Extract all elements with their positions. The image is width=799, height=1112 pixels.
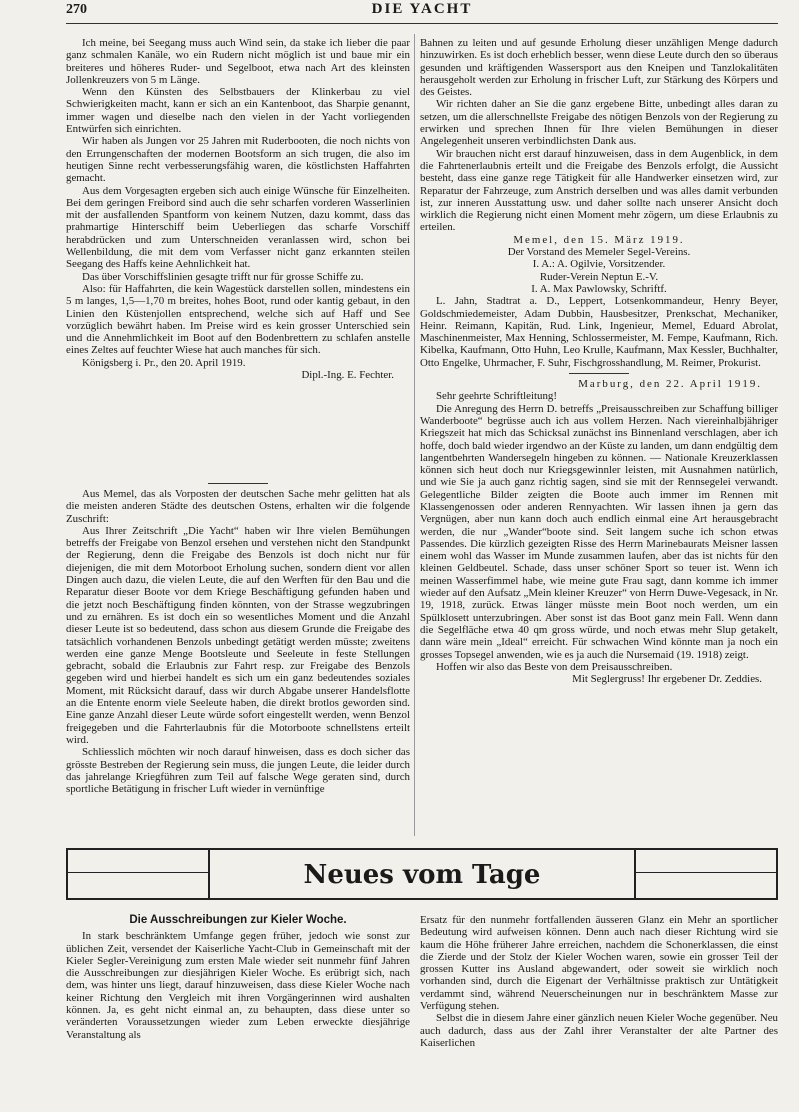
right-column xyxy=(420,37,778,837)
separator-rule xyxy=(208,483,268,484)
paragraph: Wir brauchen nicht erst darauf hinzuweisen, dass in dem Augenblick, in dem die Fahrtenerlaubnis erteilt und die Freigabe des Benzols erfolgt, die Aussicht besteht, dass eine ganze rege Tätigkeit für alle Handwerker einsetzen wird, zur Reparatur der Fahrzeuge, zum Anstrich derselben und was alles damit verbunden ist, zur inneren Ausstattung usw. und daher sollte nach unserer Ansicht doch wirklich die Regierung nicht einen Moment mehr zögern, um diese Erlaubnis zu erteilen. xyxy=(420,147,778,234)
salutation: Sehr geehrte Schriftleitung! xyxy=(436,390,557,403)
paragraph: Die Anregung des Herrn D. betreffs „Preisausschreiben zur Schaffung billiger Wanderboote“ begrüsse auch ich aus vollem Herzen. Nach viereinhalbjähriger Kriegszeit hat mich das Schicksal zunächst ins Binnenland verschlagen, aber ich hoffe, doch bald wieder irgendwo an der Küste zu landen, um dann endgültig dem langentbehrten Wandersegeln hingeben zu können. — Nationale Kreuzerklassen können sich heut doch nur Kriegsgewinnler leisten, mit Ausnahmen natürlich, und wie Sie ja auch ganz richtig sagen, sind sie mit der Rennsegelei verwandt. Gelegentliche Bilder zeigten die Boote auch immer im Rennen mit Klassengenossen oder anderen Rennyachten. Wir lassen ihnen ja gern das Vergnügen, aber nun kann doch auch endlich einmal eine Art herausgebracht werden, die nur „Wander“boote sind. Seit langem suche ich schon etwas Passendes. Die kürzlich gezeigten Risse des Herrn Marinebaurats Meisner lassen einem wohl das Wasser im Munde zusammen laufen, aber das ist nichts für den kleinen Geldbeutel. Schade, dass unser schöner Sport so teuer ist. Wenn ich meinen Wasserfimmel habe, wie meine gute Frau sagt, dann komme ich immer wieder auf den Aufsatz „Mein kleiner Kreuzer“ von Herrn Duwe-Vegesack, in Nr. 19, 1918, zurück. Etwas länger müsste mein Boot noch werden, um ein Spülklosett unterzubringen. Aber sonst ist das Boot ganz mein Fall. Wenn dann die Segelfläche etwa 40 qm gross würde, und noch etwas mehr Slup getakelt, dann wäre mein „Ideal“ erreicht. Für schwachen Wind könnte man ja noch ein grosses Topsegel anwenden, wie es ja auch die Nursemaid (19. 1918) zeigt. xyxy=(420,402,778,661)
section-title: Neues vom Tage xyxy=(210,860,634,890)
closing: Mit Seglergruss! Ihr ergebener Dr. Zeddies. xyxy=(572,673,762,686)
column-divider xyxy=(414,34,415,836)
page-number: 270 xyxy=(66,2,87,17)
paragraph: Schliesslich möchten wir noch darauf hinweisen, dass es doch sicher das grösste Bestreben der Regierung sein muss, die jungen Leute, die leider durch das jahrelange Kriegführen zum Teil auf falsche Wege geraten sind, durch sportliche Betätigung in frischer Luft wieder in vernünftige xyxy=(66,746,410,796)
organisation-signature: I. A. Max Pawlowsky, Schriftf. xyxy=(531,282,667,295)
kieler-woche-right xyxy=(420,914,778,1064)
paragraph: Hoffen wir also das Beste von dem Preisausschreiben. xyxy=(436,660,673,673)
organisation: Ruder-Verein Neptun E.-V. xyxy=(539,270,659,283)
place-date: Königsberg i. Pr., den 20. April 1919. xyxy=(82,356,246,369)
paragraph: Ersatz für den nunmehr fortfallenden äusseren Glanz ein Mehr an sportlicher Bedeutung wird aufweisen können. Denn auch nach dieser Richtung wird sie kaum die Höhe früherer Jahre erreichen, nachdem die Schonerklassen, die einst die Zierde und der Stolz der Kieler Wochen waren, sowie ein grosser Teil der grossen Kutter ins Ausland abgewandert, oder soweit sie wirklich noch vorhanden sind, durch die Eigenart der Verhältnisse praktisch zur Untätigkeit verdammt sind, während Neuerscheinungen nur in beschränktem Masse zur Verfügung stehen. xyxy=(420,914,778,1013)
section-banner xyxy=(66,848,778,900)
paragraph: Aus dem Vorgesagten ergeben sich auch einige Wünsche für Einzelheiten. Bei dem geringen Freibord sind auch die sehr scharfen vorderen Wasserlinien mit der ausfallenden Spantform von keinem Nutzen, dazu kommt, dass das prahmartige Hinterschiff beim Ueberliegen das scharfe Vorschiff herabdrücken und zum Unterschneiden veranlassen wird, schon bei Wellenbildung, die mit dem vom Verfasser nicht ganz erkannten steilen Seegang des Haffs keine Aehnlichkeit hat. xyxy=(66,184,410,271)
organisation-signature: I. A.: A. Ogilvie, Vorsitzender. xyxy=(532,258,666,271)
signature: Dipl.-Ing. E. Fechter. xyxy=(301,369,394,382)
paragraph: Bahnen zu leiten und auf gesunde Erholung dieser unzähligen Menge dadurch hinzuwirken. Es ist doch erheblich besser, wenn diese Leute durch den so überaus gesunden und kräftigenden Wassersport aus den Kneipen und Tanzlokalitäten herausgeholt werden zur Erholung in frischer Luft, zur Stärkung des Körpers und des Geistes. xyxy=(420,37,778,99)
left-column-fechter-letter xyxy=(66,37,410,487)
paragraph: Das über Vorschiffslinien gesagte trifft nur für grosse Schiffe zu. xyxy=(82,270,364,283)
article-heading: Die Ausschreibungen zur Kieler Woche. xyxy=(129,914,347,926)
paragraph: Wir haben als Jungen vor 25 Jahren mit Ruderbooten, die noch nichts von den Errungenschaften der modernen Bootsform an sich trugen, die also im heutigen Sinne recht verbesserungsfähig waren, die köstlichsten Haffahrten gemacht. xyxy=(66,135,410,185)
header-rule xyxy=(66,23,778,24)
paragraph: Selbst die in diesem Jahre einer gänzlich neuen Kieler Woche gegenüber. Neu auch dadurch, dass aus der Zahl ihrer Veranstalter der alte Partner des Kaiserlichen xyxy=(420,1012,778,1049)
paragraph: Wenn den Künsten des Selbstbauers der Klinkerbau zu viel Schwierigkeiten macht, kann er sich an ein Kantenboot, das Sharpie genannt, immer wagen und dieselbe nach den vielen in der Yacht vorliegenden Entwürfen sich einrichten. xyxy=(66,86,410,136)
paragraph: Aus Memel, das als Vorposten der deutschen Sache mehr gelitten hat als die meisten anderen Städte des deutschen Ostens, erhalten wir die folgende Zuschrift: xyxy=(66,488,410,525)
left-column-memel-letter xyxy=(66,479,410,834)
place-date: Memel, den 15. März 1919. xyxy=(513,233,685,246)
running-title: DIE YACHT xyxy=(371,1,473,17)
kieler-woche-left xyxy=(66,914,410,1064)
paragraph: Also: für Haffahrten, die kein Wagestück darstellen sollen, mindestens ein 5 m langes, 1,5—1,70 m breites, hohes Boot, rund oder kantig gebaut, in den Linien den Küstenjollen entsprechend, welche sich auf Haff und See vorzüglich bewährt haben. Im Preise wird es kein grosser Unterschied sein und die Annehmlichkeit im Boot auf den Bodenbrettern zu schlafen anstelle eines Zeltes auf feuchter Wiese hat auch manches für sich. xyxy=(66,282,410,357)
separator-rule xyxy=(569,373,629,374)
signatories: L. Jahn, Stadtrat a. D., Leppert, Lotsenkommandeur, Henry Beyer, Goldschmiedemeister, Adam Dubbin, Hausbesitzer, Prenkschat, Mechaniker, Heinr. Reimann, Kapitän, Rud. Link, Ingenieur, Memel, Eduard Abrolat, Maschinenmeister, Max Henning, Schlossermeister, M. Fempe, Kaufmann, Rich. Kibelka, Kaufmann, Otto Huhn, Leo Krulle, Kaufmann, Max Kessler, Buchhalter, Otto Engelke, Uhrmacher, F. Suhr, Fischgrosshandlung, M. Reimer, Prokurist. xyxy=(420,295,778,369)
organisation: Der Vorstand des Memeler Segel-Vereins. xyxy=(507,246,691,259)
paragraph: Aus Ihrer Zeitschrift „Die Yacht“ haben wir Ihre vielen Bemühungen betreffs der Freigabe von Benzol ersehen und verstehen nicht den Standpunkt der Regierung, denn die Freigabe des Benzols ist doch nicht nur für diejenigen, die mit dem Motorboot Erholung suchen, sondern dient vor allen Dingen auch dazu, die vielen Leute, die auf den Werften für den Bau und die Reparatur dieser Boote vor dem Kriege Beschäftigung gefunden haben und die jetzt noch Beschäftigung finden könnten, von der Strasse wegzubringen und zu ernähren. Es ist doch ein so wesentliches Moment und die Anzahl dieser Leute ist so bedeutend, dass schon aus diesem Grunde die Freigabe des tatsächlich vorhandenen Benzols unbedingt getätigt werden müsste; zweitens werden eine ganze Menge Bootsleute und Seeleute in feste Stellungen gebracht, sobald die Erlaubnis zur Fahrt resp. zur Freigabe des Benzols gegeben wird und hierbei handelt es sich um ein ganz bedeutendes soziales Moment, mit Rücksicht darauf, dass wir durch Abgabe unserer Handelsflotte an die Entente enorm viele Seeleute haben, die direkt brotlos geworden sind. Eine ganze Anzahl dieser Leute würde sofort eingestellt werden, wenn Benzol freigegeben und die Fahrterlaubnis für die Motorboote schnellstens erteilt wird. xyxy=(66,524,410,746)
page-header xyxy=(66,0,778,24)
paragraph: In stark beschränktem Umfange gegen früher, jedoch wie sonst zur üblichen Zeit, versendet der Kaiserliche Yacht-Club in Gemeinschaft mit der Kieler Segler-Vereinigung zum ersten Male wieder seit nunmehr fünf Jahren die Ausschreibungen zur diesjährigen Kieler Woche. Es erübrigt sich, nach dem, was hinter uns liegt, darauf hinzuweisen, dass diese Kieler Woche nach keiner Richtung den Vergleich mit ihren Vorgängerinnen wird aushalten können. Ja, es geht nicht einmal an, zu behaupten, dass diese unter so veränderten Voraussetzungen wieder zum Leben erweckte diesjährige Veranstaltung als xyxy=(66,930,410,1041)
paragraph: Ich meine, bei Seegang muss auch Wind sein, da stake ich lieber die paar ganz schmalen Kanäle, wo ein Rudern nicht möglich ist und baue mir ein breiteres und höheres Ruder- und Segelboot, etwa nach Art des kleinsten Jollenkreuzers von 5 m Länge. xyxy=(66,37,410,86)
place-date: Marburg, den 22. April 1919. xyxy=(578,378,762,391)
paragraph: Wir richten daher an Sie die ganz ergebene Bitte, unbedingt alles daran zu setzen, um die allerschnellste Freigabe des nötigen Benzols von der Regierung zu erwirken und sprechen Ihnen für Ihre vielen Bemühungen in dieser Angelegenheit unseren verbindlichsten Dank aus. xyxy=(420,98,778,148)
